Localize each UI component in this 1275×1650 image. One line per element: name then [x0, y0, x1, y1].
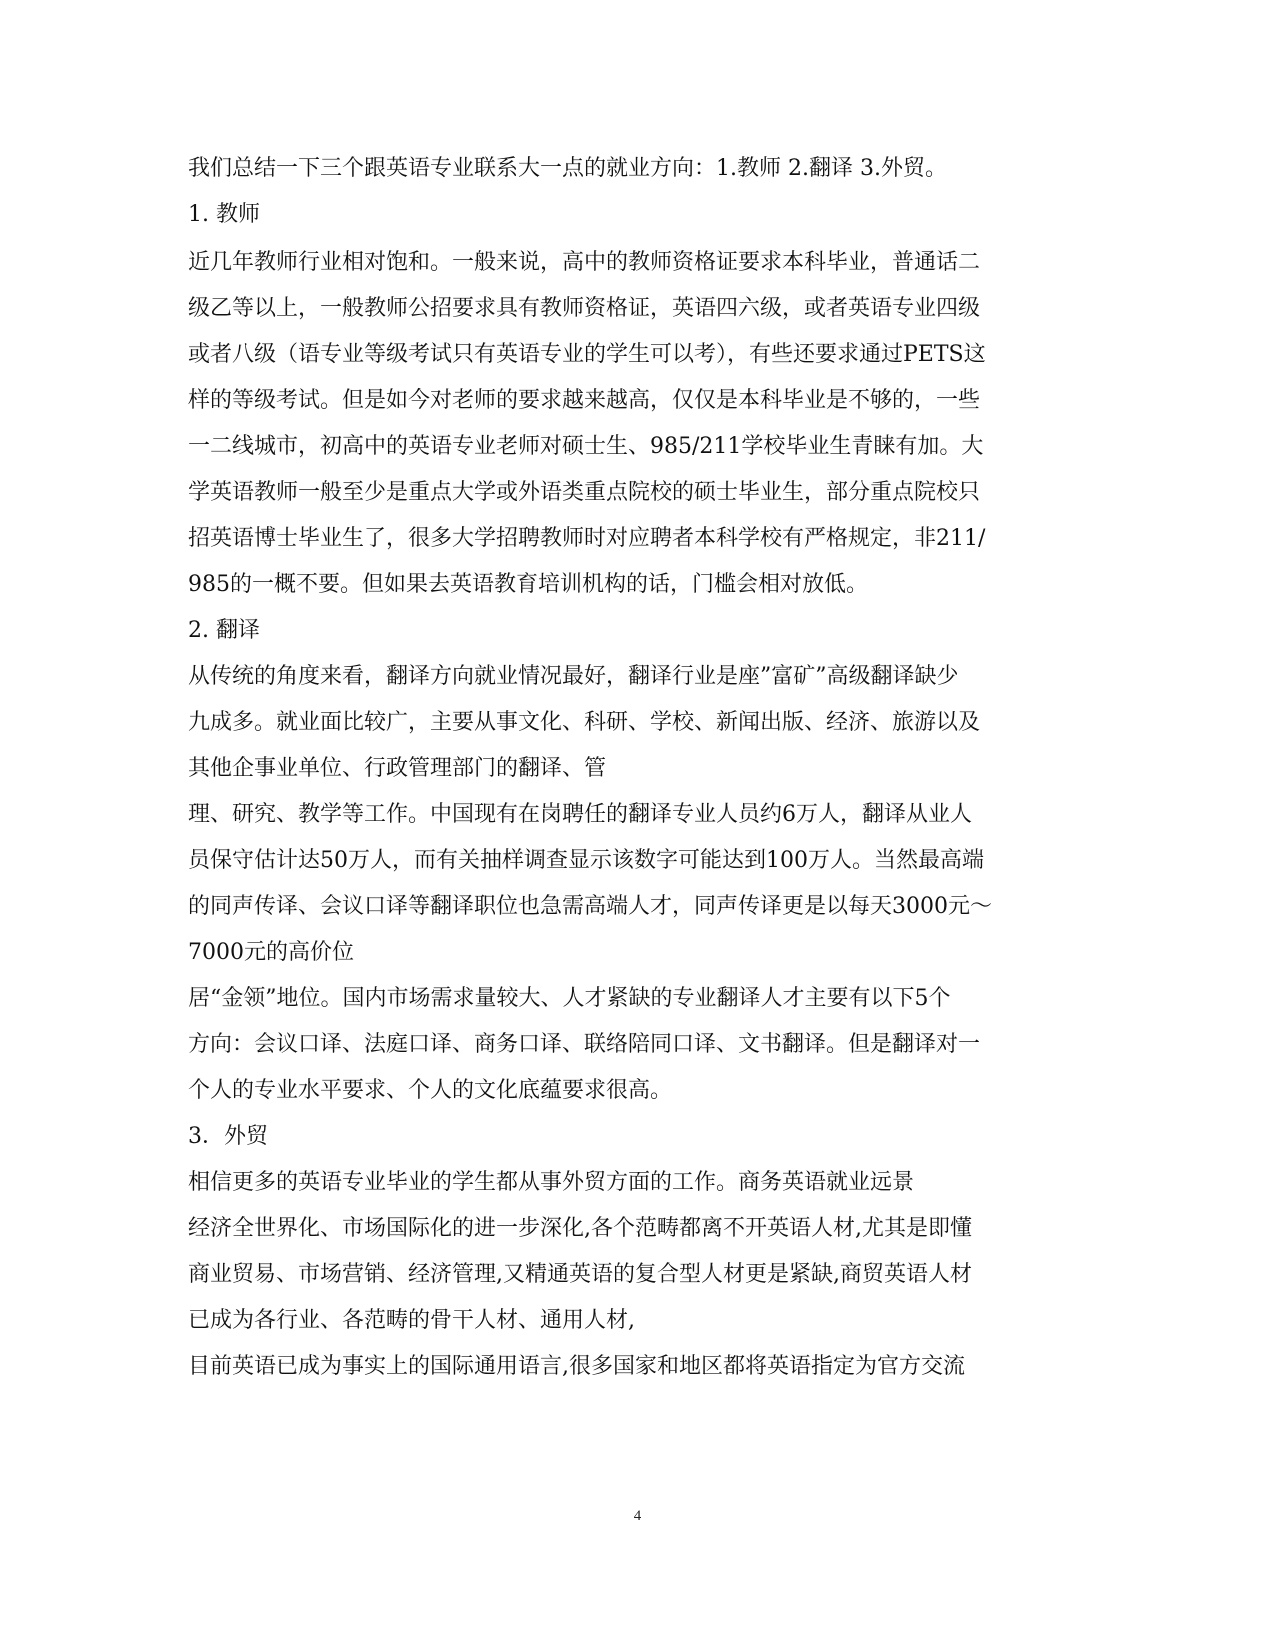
page-number: 4: [633, 1508, 642, 1524]
body-line: 其他企事业单位、行政管理部门的翻译、管: [188, 756, 607, 781]
body-line: 个人的专业水平要求、个人的文化底蕴要求很高。: [188, 1078, 673, 1103]
body-line: 居“金领”地位。国内市场需求量较大、人才紧缺的专业翻译人才主要有以下5个: [188, 986, 951, 1011]
body-line: 学英语教师一般至少是重点大学或外语类重点院校的硕士毕业生，部分重点院校只: [188, 480, 981, 505]
section-heading-trade: 3．外贸: [188, 1124, 268, 1149]
intro-line: 我们总结一下三个跟英语专业联系大一点的就业方向：1.教师 2.翻译 3.外贸。: [188, 156, 947, 181]
body-line: 985的一概不要。但如果去英语教育培训机构的话，门槛会相对放低。: [188, 572, 868, 597]
body-line: 一二线城市，初高中的英语专业老师对硕士生、985/211学校毕业生青睐有加。大: [188, 434, 984, 459]
body-line: 招英语博士毕业生了，很多大学招聘教师时对应聘者本科学校有严格规定，非211/: [188, 526, 986, 551]
section-heading-teacher: 1. 教师: [188, 202, 260, 227]
body-line: 方向：会议口译、法庭口译、商务口译、联络陪同口译、文书翻译。但是翻译对一: [188, 1032, 981, 1057]
body-line: 相信更多的英语专业毕业的学生都从事外贸方面的工作。商务英语就业远景: [188, 1170, 915, 1195]
body-line: 样的等级考试。但是如今对老师的要求越来越高，仅仅是本科毕业是不够的，一些: [188, 388, 981, 413]
body-line: 目前英语已成为事实上的国际通用语言,很多国家和地区都将英语指定为官方交流: [188, 1354, 965, 1379]
body-line: 经济全世界化、市场国际化的进一步深化,各个范畴都离不开英语人材,尤其是即懂: [188, 1216, 972, 1241]
body-line: 级乙等以上，一般教师公招要求具有教师资格证，英语四六级，或者英语专业四级: [188, 296, 981, 321]
body-line: 或者八级（语专业等级考试只有英语专业的学生可以考），有些还要求通过PETS这: [188, 342, 986, 367]
body-line: 商业贸易、市场营销、经济管理,又精通英语的复合型人材更是紧缺,商贸英语人材: [188, 1262, 972, 1287]
section-heading-translation: 2. 翻译: [188, 618, 260, 643]
body-line: 理、研究、教学等工作。中国现有在岗聘任的翻译专业人员约6万人，翻译从业人: [188, 802, 972, 827]
body-line: 员保守估计达50万人，而有关抽样调查显示该数字可能达到100万人。当然最高端: [188, 848, 984, 873]
body-line: 的同声传译、会议口译等翻译职位也急需高端人才，同声传译更是以每天3000元～: [188, 894, 992, 919]
body-line: 从传统的角度来看，翻译方向就业情况最好，翻译行业是座”富矿”高级翻译缺少: [188, 664, 959, 689]
body-line: 九成多。就业面比较广，主要从事文化、科研、学校、新闻出版、经济、旅游以及: [188, 710, 981, 735]
body-line: 近几年教师行业相对饱和。一般来说，高中的教师资格证要求本科毕业，普通话二: [188, 250, 981, 275]
body-line: 7000元的高价位: [188, 940, 354, 965]
body-line: 已成为各行业、各范畴的骨干人材、通用人材,: [188, 1308, 635, 1333]
